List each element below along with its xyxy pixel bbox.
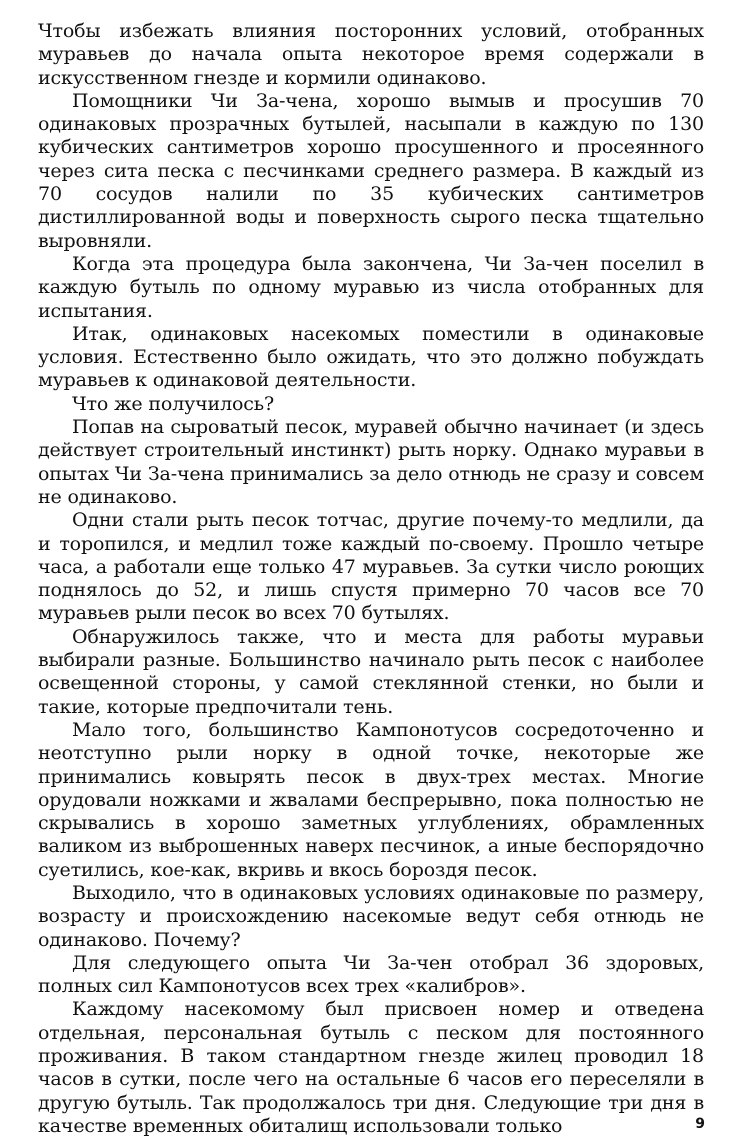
paragraph-10: Выходило, что в одинаковых условиях одинаковые по размеру, возрасту и происхождению насекомые ведут себя отнюдь не одинаково. Почему? [38,881,704,951]
paragraph-3: Когда эта процедура была закончена, Чи За-чен поселил в каждую бутыль по одному муравью из числа отобранных для испытания. [38,252,704,322]
page-number: 9 [695,1116,705,1132]
paragraph-12: Каждому насекомому был присвоен номер и отведена отдельная, персональная бутыль с песком для постоянного проживания. В таком стандартном гнезде жилец проводил 18 часов в сутки, после чего на остальные 6 часов его переселяли в другую бутыль. Так продолжалось три дня. Следующие три дня в качестве временных обиталищ использовали только [38,998,704,1137]
paragraph-8: Обнаружилось также, что и места для работы муравьи выбирали разные. Большинство начинало рыть песок с наиболее освещенной стороны, у самой стеклянной стенки, но были и такие, которые предпочитали тень. [38,625,704,718]
paragraph-2: Помощники Чи За-чена, хорошо вымыв и просушив 70 одинаковых прозрачных бутылей, насыпали в каждую по 130 кубических сантиметров хорошо просушенного и просеянного через сита песка с песчинками среднего размера. В каждый из 70 сосудов налили по 35 кубических сантиметров дистиллированной воды и поверхность сырого песка тщательно выровняли. [38,89,704,252]
paragraph-11: Для следующего опыта Чи За-чен отобрал 36 здоровых, полных сил Кампонотусов всех трех «калибров». [38,951,704,998]
paragraph-9: Мало того, большинство Кампонотусов сосредоточенно и неотступно рыли норку в одной точке, некоторые же принимались ковырять песок в двух-трех местах. Многие орудовали ножками и жвалами беспрерывно, пока полностью не скрывались в хорошо заметных углублениях, обрамленных валиком из выброшенных наверх песчинок, а иные беспорядочно суетились, кое-как, вкривь и вкось бороздя песок. [38,718,704,881]
paragraph-4: Итак, одинаковых насекомых поместили в одинаковые условия. Естественно было ожидать, что это должно побуждать муравьев к одинаковой деятельности. [38,322,704,392]
page-body [38,20,704,1138]
paragraph-7: Одни стали рыть песок тотчас, другие почему-то медлили, да и торопился, и медлил тоже каждый по-своему. Прошло четыре часа, а работали еще только 47 муравьев. За сутки число роющих поднялось до 52, и лишь спустя примерно 70 часов все 70 муравьев рыли песок во всех 70 бутылях. [38,509,704,625]
paragraph-1: Чтобы избежать влияния посторонних условий, отобранных муравьев до начала опыта некоторое время содержали в искусственном гнезде и кормили одинаково. [38,20,704,89]
paragraph-5: Что же получилось? [72,392,274,415]
paragraph-6: Попав на сыроватый песок, муравей обычно начинает (и здесь действует строительный инстинкт) рыть норку. Однако муравьи в опытах Чи За-чена принимались за дело отнюдь не сразу и совсем не одинаково. [38,416,704,508]
